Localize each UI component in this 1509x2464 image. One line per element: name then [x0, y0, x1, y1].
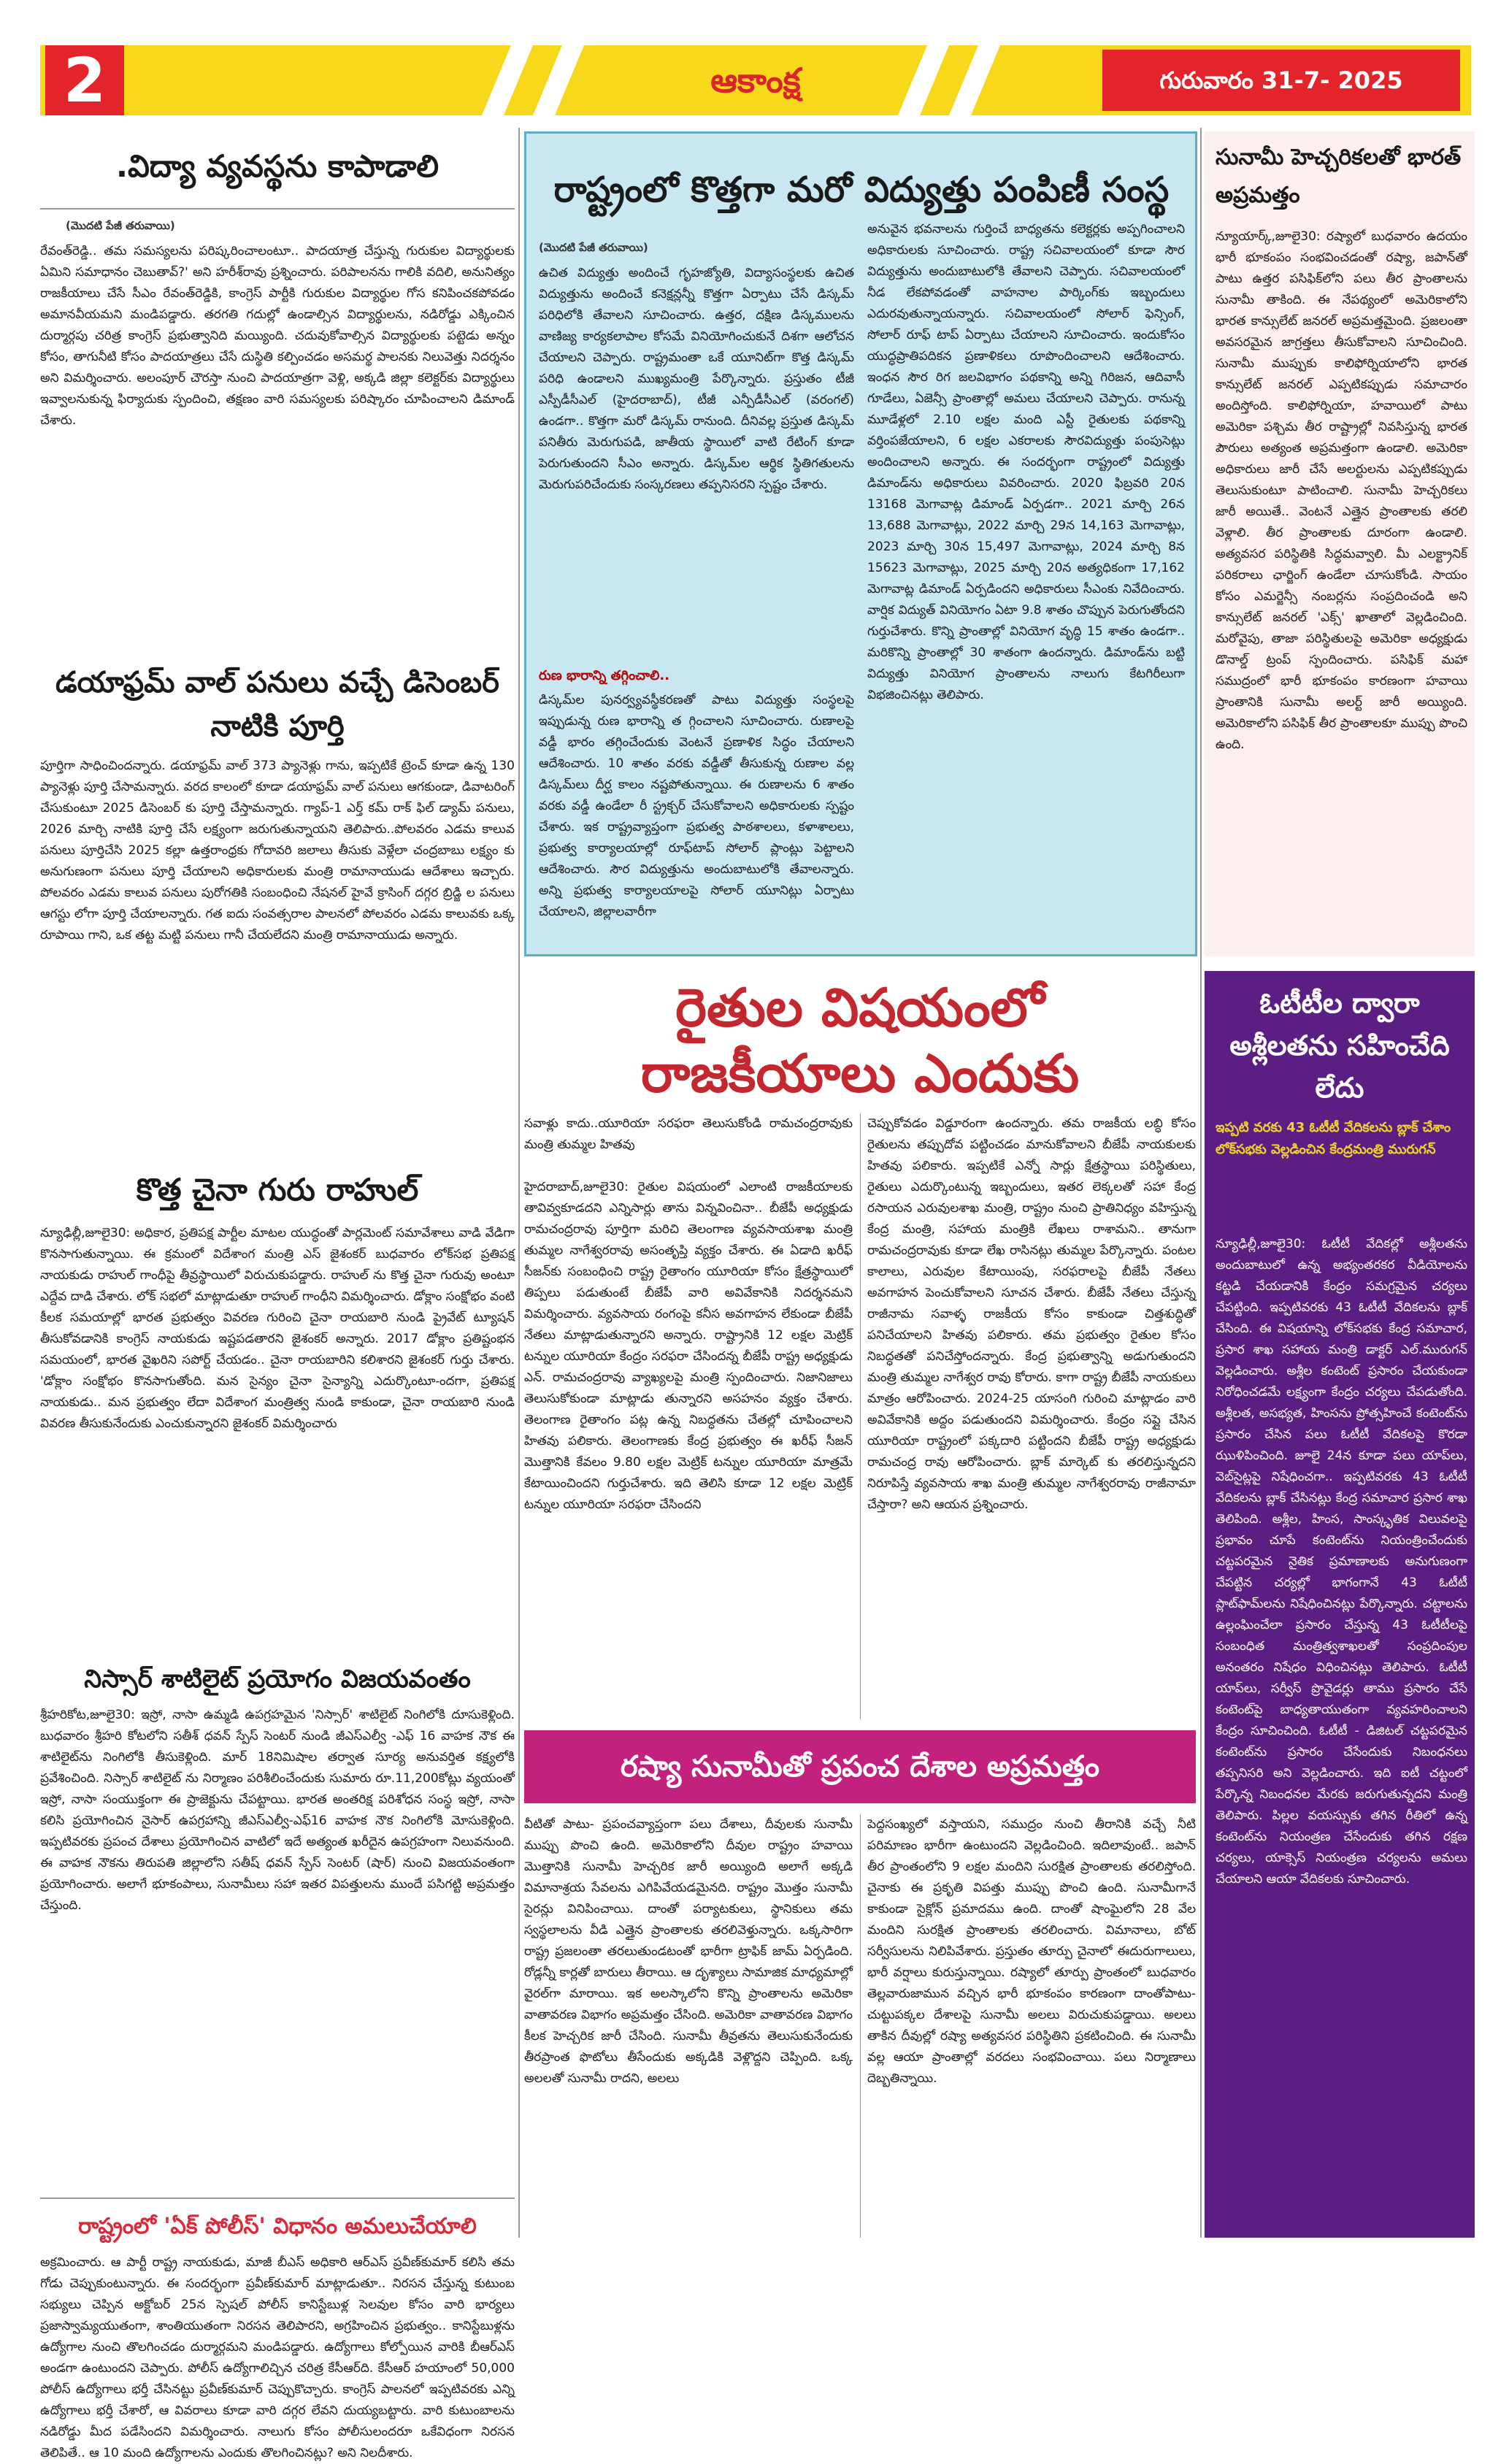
header-stripes-right: [898, 45, 1044, 115]
header-stripes: [482, 45, 628, 115]
headline-nisar-satellite: నిస్సార్ శాటిలైట్ ప్రయోగం విజయవంతం: [84, 1665, 471, 1694]
farmers-col2: చెప్పుకోవడం విడ్డూరంగా ఉందన్నారు. తమ రాజకీయ లబ్ధి కోసం రైతులను తప్పుదోవ పట్టించడం మానుకోవాలని బీజేపీ నాయకులకు హితవు పలికారు. ఇప్పటికే ఎన్నో సార్లు క్షేత్రస్థాయి పరిస్థితులు, రైతులు ఎదుర్కొంటున్న ఇబ్బందులు, ఇతర లెక్కలతో సహా కేంద్ర రసాయన ఎరువులశాఖ మంత్రి, రాష్ట్రం నుంచి ప్రాతినిధ్యం వహిస్తున్న కేంద్ర మంత్రి, సహాయ మంత్రికి లేఖలు రాశామని.. తానుగా రామచంద్రరావుకు కూడా లేఖ రాసినట్లు తుమ్మల పేర్కొన్నారు. పంటల కాలాలు, ఎరువుల కేటాయింపు, సరఫరాలపై బీజేపీ నేతలు అవగాహన పెంచుకోవాలని సూచన చేశారు. బీజేపీ నేతలు చేస్తున్న రాజీనామ సవాళ్ళ రాజకీయ కోసం కాకుండా చిత్తశుద్ధితో పనిచేయాలని హితవు పలికారు. తమ ప్రభుత్వం రైతుల కోసం నిబద్ధతతో పనిచేస్తోందన్నారు. కేంద్ర ప్రభుత్వాన్ని అడుగుతుందని మంత్రి తుమ్మల నాగేశ్వర రావు కోరారు. కాగా రాష్ట్ర బీజేపీ నాయకులు మాత్రం ఆరోపించారు. 2024-25 యాసంగి గురించి మాట్లాడం వారి అవివేకానికి అద్దం పడుతుందని విమర్శించారు. కేంద్రం సప్లై చేసిన యూరియా రాష్ట్రంలో పక్కదారి పట్టిందని బీజేపీ రాష్ట్ర అధ్యక్షుడు రామచంద్ర రావు ఆరోపించారు. బ్లాక్ మార్కెట్ కు తరలిస్తున్నదని నిరూపిస్తే వ్యవసాయ శాఖ మంత్రి తుమ్మల నాగేశ్వరరావు రాజీనామా చేస్తారా? అని ఆయన ప్రశ్నించారు.: [867, 1116, 1196, 1512]
article-education-body: రేవంత్‌రెడ్డి.. తమ సమస్యలను పరిష్కరించాలంటూ.. పాదయాత్ర చేస్తున్న గురుకుల విద్యార్థులకు ఏమిని సమాధానం చెబుతావ్?' అని హరీశ్‌రావు ప్రశ్నించారు. పరిపాలనను గాలికి వదిలి, అనునిత్యం రాజకీయాలు చేసే సీఎం రేవంత్‌రెడ్డికి, కాంగ్రెస్ పార్టీకి గురుకుల విద్యార్థుల గోస కనిపించకపోవడం అమానవీయమని మండిపడ్డారు. తరగతి గదుల్లో ఉండాల్సిన విద్యార్థులను, నడిరోడ్డు ఎక్కించిన దుర్మార్గపు చరిత్ర కాంగ్రెస్ ప్రభుత్వానిది మయ్యింది. చదువుకోవాల్సిన విద్యార్థులకు పట్టెడు అన్నం కోసం, తాగునీటి కోసం పాదయాత్రలు చేసే దుస్థితి కల్పించడం అసమర్థ పాలనకు నిలువెత్తు నిదర్శనం అని విమర్శించారు. అలంపూర్ చౌరస్తా నుంచి పాదయాత్రగా వెళ్లి, అక్కడి జిల్లా కలెక్టర్‌కు విద్యార్థులు ఇవ్వాలనుకున్న ఫిర్యాదుకు స్పందించి, తక్షణం వారి సమస్యలకు పరిష్కారం చూపించాలని డిమాండ్ చేశారు.: [40, 244, 515, 428]
russia-col1: వీటితో పాటు- ప్రపంచవ్యాప్తంగా పలు దేశాలు, దీవులకు సునామీ ముప్పు పొంచి ఉంది. అమెరికాలోని దీవుల రాష్ట్రం హవాయి మొత్తానికి సునామీ హెచ్చరిక జారీ అయ్యింది అలాగే అక్కడి విమానాశ్రయ సేవలను ఎగిపివేయడమైనది. రాష్ట్రం మొత్తం సునామీ సైరన్లు వినిపించాయి. దాంతో పర్యాటకులు, స్థానికులు తమ స్వస్థలాలను వీడి ఎత్తైన ప్రాంతాలకు తరలివెళ్తున్నారు. ఒక్కసారిగా రాష్ట్ర ప్రజలంతా తరలుతుండటంతో భారీగా ట్రాఫిక్ జామ్ ఏర్పడింది. రోడ్లన్నీ కార్లతో బారులు తీరాయి. ఆ దృశ్యాలు సామాజిక మాధ్యమాల్లో వైరల్‌గా మారాయి. ఇక అలస్కాలోని కొన్ని ప్రాంతాలను అమెరికా వాతావరణ విభాగం అప్రమత్తం చేసింది. అమెరికా వాతావరణ విభాగం కీలక హెచ్చరిక జారీ చేసింది. సునామీ తీవ్రతను తెలుసుకునేందుకు తీరప్రాంత ఫొటోలు తీసేందుకు అక్కడికి వెళ్లొద్దని చెప్పింది. ఒక్క అలలతో సునామీ రాదని, అలలు: [524, 1817, 853, 2086]
headline-china-guru: కొత్త చైనా గురు రాహుల్: [136, 1172, 419, 1208]
russia-col2: పెద్దసంఖ్యలో వస్తాయని, సముద్రం నుంచి తీరానికి వచ్చే నీటి పరిమాణం భారీగా ఉంటుందని వెల్లడించింది. ఇదిలావుంటే.. జపాన్ తీర ప్రాంతంలోని 9 లక్షల మందిని సురక్షిత ప్రాంతాలకు తరలిస్తోంది. చైనాకు ఈ ప్రకృతి విపత్తు ముప్పు పొంచి ఉంది. సునామీగానే కాకుండా సైక్లోన్ ప్రమాదము ఉంది. దాంతో షాంఘైలోని 28 వేల మందిని సురక్షిత ప్రాంతాలకు తరలించారు. విమానాలు, బోట్ సర్వీసులను నిలిపివేశారు. ప్రస్తుతం తూర్పు చైనాలో ఈదురుగాలులు, భారీ వర్షాలు కురుస్తున్నాయి. రష్యాలో తూర్పు ప్రాంతంలో బుధవారం తెల్లవారుజామున వచ్చిన భారీ భూకంపం కారణంగా దాంతోపాటు- చుట్టుపక్కల దేశాలపై సునామీ అలలు విరుచుకుపడ్డాయి. అలలు తాకిన దీవుల్లో రష్యా అత్యవసర పరిస్థితిని ప్రకటించింది. ఈ సునామీ వల్ల ఆయా ప్రాంతాల్లో వరదలు సంభవించాయి. పలు నిర్మాణాలు దెబ్బతిన్నాయి.: [867, 1817, 1196, 2086]
headline-power-discom: రాష్ట్రంలో కొత్తగా మరో విద్యుత్తు పంపిణీ సంస్థ: [553, 169, 1170, 210]
article-ek-police-body: అక్రమించారు. ఆ పార్టీ రాష్ట్ర నాయకుడు, మాజీ బీఎస్ అధికారి ఆర్ఎస్ ప్రవీణ్‌కుమార్ కలిసి తమ గోడు చెప్పుకుంటున్నారు. ఈ సందర్భంగా ప్రవీణ్‌కుమార్ మాట్లాడుతూ.. నిరసన చేస్తున్న కుటుంబ సభ్యులు చెప్పిన అక్టోబర్ 25న స్పెషల్ పోలీస్ కానిస్టేబుళ్ల సెలవుల కోసం వారి భార్యలు ప్రజాస్వామ్యయుతంగా, శాంతియుతంగా నిరసన తెలిపారని, అగ్రహించిన ప్రభుత్వం.. కానిస్టేబుళ్లను ఉద్యోగాల నుంచి తొలగించడం దుర్మార్గమని మండిపడ్డారు. ఉద్యోగాలు కోల్పోయిన వారికి బీఆర్ఎస్ అండగా ఉంటుందని చెప్పారు. పోలీస్ ఉద్యోగాలిచ్చిన చరిత్ర కేసీఆర్‌ది. కేసీఆర్ హయాంలో 50,000 పోలీస్ ఉద్యోగాలు భర్తీ చేసినట్టు ప్రవీణ్‌కుమార్ చెప్పుకొచ్చారు. కాంగ్రెస్ పాలనలో ఇప్పటివరకు ఎన్ని ఉద్యోగాలు భర్తీ చేశారో, ఆ వివరాలు కూడా వారి దగ్గర లేవని దుయ్యబట్టారు. వారి కుటుంబాలను నడిరోడ్డు మీద పడేసిందని విమర్శించారు. నాలుగు కోసం పోలీసులందరూ ఒకేవిధంగా నిరసన తెలిపితే.. ఆ 10 మంది ఉద్యోగాలను ఎందుకు తొలగించినట్లు? అని నిలదీశారు.: [40, 2255, 515, 2460]
headline-farmers: [524, 975, 1196, 1106]
column-rule: [860, 1814, 861, 2238]
headline-diaphragm-wall: డయాఫ్రమ్ వాల్ పనులు వచ్చే డిసెంబర్ నాటికి పూర్తి: [55, 666, 499, 743]
continued-tag: (మొదటి పేజీ తరువాయి): [66, 219, 175, 232]
column-rule: [1200, 128, 1202, 2238]
headline-ek-police: రాష్ట్రంలో 'ఏక్ పోలీస్' విధానం అమలుచేయాలి: [78, 2214, 477, 2239]
power-subhead: రుణ భారాన్ని తగ్గించాలి..: [539, 668, 670, 683]
column-rule: [860, 1113, 861, 1719]
headline-russia-tsunami: రష్యా సునామీతో ప్రపంచ దేశాల అప్రమత్తం: [620, 1750, 1100, 1784]
headline-farmers-line1: రైతుల విషయంలో: [675, 977, 1045, 1038]
power-col2: అనువైన భవనాలను గుర్తించే బాధ్యతను కలెక్టర్లకు అప్పగించాలని అధికారులకు సూచించారు. రాష్ట్ర సచివాలయంలో కూడా సౌర విద్యుత్తును అందుబాటులోకి తేవాలని చెప్పారు. సచివాలయంలో నీడ లేకపోవడంతో వాహనాల పార్కింగ్‌కు ఇబ్బందులు ఎదురవుతున్నాయన్నారు. సచివాలయంలో సోలార్ ఫెన్సింగ్, సోలార్ రూఫ్ టాప్ ఏర్పాటు చేయాలని సూచించారు. ఇందుకోసం యుద్ధప్రాతిపదికన ప్రణాళికలు రూపొందించాలని ఆదేశించారు. ఇంధన సౌర రిగ జలవిభాగం పథకాన్ని అన్ని గిరిజన, ఆదివాసీ గూడేలు, ఏజెన్సీ ప్రాంతాల్లో అమలు చేయాలని చెప్పారు. రానున్న మూడేళ్లలో 2.10 లక్షల మంది ఎస్టీ రైతులకు పథకాన్ని వర్తింపజేయాలని, 6 లక్షల ఎకరాలకు సౌరవిద్యుత్తు పంపుసెట్లు అందించాలని అన్నారు. ఈ సందర్భంగా రాష్ట్రంలో విద్యుత్తు డిమాండ్‌ను అధికారులు వివరించారు. 2020 ఫిబ్రవరి 20న 13168 మెగావాట్ల డిమాండ్ ఏర్పడగా.. 2021 మార్చి 26న 13,688 మెగావాట్లు, 2022 మార్చి 29న 14,163 మెగావాట్లు, 2023 మార్చి 30న 15,497 మెగావాట్లు, 2024 మార్చి 8న 15623 మెగావాట్లు, 2025 మార్చి 20న అత్యధికంగా 17,162 మెగావాట్ల డిమాండ్ ఏర్పడిందని అధికారులు సీఎంకు నివేదించారు. వార్షిక విద్యుత్ వినియోగం ఏటా 9.8 శాతం చొప్పున పెరుగుతోందని గుర్తుచేశారు. కొన్ని ప్రాంతాల్లో వినియోగ వృద్ధి 15 శాతం ఉండగా.. మరికొన్ని ప్రాంతాల్లో 30 శాతంగా ఉందన్నారు. డిమాండ్‌ను బట్టి విద్యుత్తు వినియోగ ప్రాంతాలను నాలుగు కేటగిరీలుగా విభజించినట్లు తెలిపారు.: [867, 222, 1185, 702]
ott-subhead: ఇప్పటి వరకు 43 ఓటీటీ వేదికలను బ్లాక్ చేశాం లోక్‌సభకు వెల్లడించిన కేంద్రమంత్రి మురుగన్: [1216, 1120, 1451, 1157]
page-number: 2: [45, 45, 124, 115]
article-china-guru-body: న్యూఢిల్లీ,జూలై30: అధికార, ప్రతిపక్ష పార్టీల మాటల యుద్ధంతో పార్లమెంట్ సమావేశాలు వాడి వేడిగా కొనసాగుతున్నాయి. ఈ క్రమంలో విదేశాంగ మంత్రి ఎస్ జైశంకర్ బుధవారం లోక్‌సభ ప్రతిపక్ష నాయకుడు రాహుల్ గాంధీపై తీవ్రస్థాయిలో విరుచుకుపడ్డారు. రాహుల్ ను కొత్త చైనా గురువు అంటూ ఎద్దేవ దాడి చేశారు. లోక్ సభలో మాట్లాడుతూ రాహుల్ గాంధీని విమర్శించారు. డోక్లాం సంక్షోభం వంటి కీలక సమయాల్లో భారత ప్రభుత్వం వివరణ గురించి చైనా రాయబారి నుండి ప్రైవేట్ ట్యూషన్ తీసుకోవడానికి కాంగ్రెస్ నాయకుడు ఇష్టపడతారని జైశంకర్ అన్నారు. 2017 డోక్లాం ప్రతిష్టంభన సమయంలో, భారత వైఖరిని సపోర్ట్ చేయడం.. చైనా రాయబారిని కలిశారని జైశంకర్ గుర్తు చేశారు. 'డోక్లాం సంక్షోభం కొనసాగుతోంది. మన సైన్యం చైనా సైన్యాన్ని ఎదుర్కొంటూ-ందగా, ప్రతిపక్ష నాయకుడు.. మన ప్రభుత్వం లేదా విదేశాంగ మంత్రిత్వ నుండి కాకుండా, చైనా రాయబారి నుండి వివరణ తీసుకునేందుకు ఎంచుకున్నారని జైశంకర్ విమర్శించారు: [40, 1226, 515, 1431]
issue-date: గురువారం 31-7- 2025: [1102, 50, 1460, 111]
farmers-col1: సవాళ్లు కాదు..యూరియా సరఫరా తెలుసుకోండి రామచంద్రరావుకు మంత్రి తుమ్మల హితవు హైదరాబాద్,జూలై30: రైతుల విషయంలో ఎలాంటి రాజకీయాలకు తావివ్వకూడదని ఎన్నిసార్లు తాను విన్నవించినా.. బీజేపీ అధ్యక్షుడు రామచంద్రరావు పూర్తిగా మరిచి తెలంగాణ వ్యవసాయశాఖ మంత్రి తుమ్మల నాగేశ్వరరావు అసంతృప్తి వ్యక్తం చేశారు. ఈ ఏడాది ఖరీఫ్ సీజన్‌కు సంబంధించి రాష్ట్ర రైతాంగం యూరియా కోసం క్షేత్రస్థాయిలో తిప్పలు పడుతుంటే బీజేపీ వారి అవివేకానికి నిదర్శనమని విమర్శించారు. వ్యవసాయ రంగంపై కనీస అవగాహన లేకుండా బీజేపీ నేతలు మాట్లాడుతున్నారని అన్నారు. రాష్ట్రానికి 12 లక్షల మెట్రిక్ టన్నుల యూరియా కేంద్రం సరఫరా చేసిందన్న బీజేపీ రాష్ట్ర అధ్యక్షుడు ఎన్. రామచంద్రరావు వ్యాఖ్యలపై మంత్రి స్పందించారు. నిజానిజాలు తెలుసుకోకుండా మాట్లాడు తున్నారని అసహనం వ్యక్తం చేశారు. తెలంగాణ రైతాంగం పట్ల ఉన్న నిబద్ధతను చేతల్లో చూపించాలని హితవు పలికారు. తెలంగాణకు కేంద్ర ప్రభుత్వం ఈ ఖరీఫ్ సీజన్ మొత్తానికి కేవలం 9.80 లక్షల మెట్రిక్ టన్నుల యూరియా మాత్రమే కేటాయించిందని గుర్తుచేశారు. ఇది తెలిసి కూడా 12 లక్షల మెట్రిక్ టన్నుల యూరియా సరఫరా చేసిందని: [524, 1116, 853, 1512]
tsunami-india-body: న్యూయార్క్,జూలై30: రష్యాలో బుధవారం ఉదయం భారీ భూకంపం సంభవించడంతో రష్యా, జపాన్‌తో పాటు ఉత్తర పసిఫిక్‌లోని పలు తీర ప్రాంతాలను సునామీ తాకింది. ఈ నేపథ్యంలో అమెరికాలోని భారత కాన్సులేట్ జనరల్ అప్రమత్తమైంది. ప్రజలంతా అవసరమైన జాగ్రత్తలు తీసుకోవాలని సూచించింది. సునామీ ముప్పుకు కాలిఫోర్నియాలోని భారత కాన్సులేట్ జనరల్ ఎప్పటికప్పుడు సమాచారం అందిస్తోంది. కాలిఫోర్నియా, హవాయిలో పాటు అమెరికా పశ్చిమ తీర రాష్ట్రాల్లో నివసిస్తున్న భారత పౌరులు అత్యంత అప్రమత్తంగా ఉండాలి. అమెరికా అధికారులు జారీ చేసే అలర్టులను ఎప్పటికప్పుడు తెలుసుకుంటూ పాటించాలి. సునామీ హెచ్చరికలు జారీ అయితే.. వెంటనే ఎత్తైన ప్రాంతాలకు తరలి వెళ్లాలి. తీర ప్రాంతాలకు దూరంగా ఉండాలి. అత్యవసర పరిస్థితికి సిద్ధమవ్వాలి. మీ ఎలక్ట్రానిక్ పరికరాలు ఛార్జింగ్ ఉండేలా చూసుకోండి. సాయం కోసం ఎమర్జెన్సీ నంబర్లను సంప్రదించండి అని కాన్సులేట్ జనరల్ 'ఎక్స్' ఖాతాలో వెల్లడించింది. మరోవైపు, తాజా పరిస్థితులపై అమెరికా అధ్యక్షుడు డొనాల్డ్ ట్రంప్ స్పందించారు. పసిఫిక్ మహా సముద్రంలో భారీ భూకంపం కారణంగా హవాయి ప్రాంతానికి సునామీ అలర్ట్ జారీ అయ్యింది. అమెరికాలోని పసిఫిక్ తీర ప్రాంతాలకూ ముప్పు పొంచి ఉంది.: [1216, 229, 1467, 752]
continued-tag: (మొదటి పేజీ తరువాయి): [539, 241, 648, 254]
divider: [40, 208, 515, 210]
headline-tsunami-india: సునామీ హెచ్చరికలతో భారత్ అప్రమత్తం: [1216, 145, 1462, 208]
power-col1b: డిస్కమ్‌ల పునర్వ్యవస్థీకరణతో పాటు విద్యుత్తు సంస్థలపై ఇప్పుడున్న రుణ భారాన్ని త గ్గించాలని సూచించారు. రుణాలపై వడ్డీ భారం తగ్గించేందుకు వెంటనే ప్రణాళిక సిద్ధం చేయాలని ఆదేశించారు. 10 శాతం వరకు వడ్డీతో తీసుకున్న రుణాల వల్ల డిస్కమ్‌లు దీర్ఘ కాలం నష్టపోతున్నాయి. ఈ రుణాలను 6 శాతం వరకు వడ్డీ ఉండేలా రీ స్ట్రక్చర్ చేసుకోవాలని అధికారులకు స్పష్టం చేశారు. ఇక రాష్ట్రవ్యాప్తంగా ప్రభుత్వ పాఠశాలలు, కళాశాలలు, ప్రభుత్వ కార్యాలయాల్లో రూఫ్‌టాప్ సోలార్ ప్లాంట్లు పెట్టాలని ఆదేశించారు. సౌర విద్యుత్తును అందుబాటులోకి తేవాలన్నారు. అన్ని ప్రభుత్వ కార్యాలయాలపై సోలార్ యూనిట్లు ఏర్పాటు చేయాలని, జిల్లాలవారీగా: [539, 693, 854, 919]
headline-farmers-line2: రాజకీయాలు ఎందుకు: [640, 1043, 1080, 1104]
column-rule: [518, 128, 520, 2238]
headline-ott: ఓటీటీల ద్వారా అశ్లీలతను సహించేది లేదు: [1229, 987, 1450, 1104]
headline-education: .విద్యా వ్యవస్థను కాపాడాలి: [115, 148, 439, 184]
masthead: ఆకాంక్ష: [710, 61, 801, 100]
power-col1: ఉచిత విద్యుత్తు అందించే గృహజ్యోతి, విద్యాసంస్థలకు ఉచిత విద్యుత్తును అందించే కనెక్షన్లన్నీ కొత్తగా ఏర్పాటు చేసే డిస్కమ్ పరిధిలోకి తేవాలని సూచించారు. ఉత్తర, దక్షిణ డిస్కములను వాణిజ్య కార్యకలాపాల కోసమే వినియోగించుకునే దిశగా ఆలోచన చేయాలని చెప్పారు. రాష్ట్రమంతా ఒకే యూనిట్‌గా కొత్త డిస్కమ్ పరిధి ఉండాలని ముఖ్యమంత్రి పేర్కొన్నారు. ప్రస్తుతం టీజీ ఎస్పీడీసీఎల్ (హైదరాబాద్), టీజీ ఎన్పీడీసీఎల్ (వరంగల్) ఉండగా.. కొత్తగా మరో డిస్కమ్ రానుంది. దీనివల్ల ప్రస్తుత డిస్కమ్ పనితీరు మెరుగుపడి, జాతీయ స్థాయిలో వాటి రేటింగ్ కూడా పెరుగుతుందని సీఎం అన్నారు. డిస్కమ్‌ల ఆర్థిక స్థితిగతులను మెరుగుపరిచేందుకు సంస్కరణలు తప్పనిసరని స్పష్టం చేశారు.: [539, 266, 854, 492]
divider: [40, 2198, 515, 2199]
article-diaphragm-wall-body: పూర్తిగా సాధించిందన్నారు. డయాఫ్రమ్ వాల్ 373 ప్యానెళ్లు గాను, ఇప్పటికే ట్రెంచ్ కూడా ఉన్న 130 ప్యానెళ్లు పూర్తి చేసామన్నారు. వరద కాలంలో కూడా డయాఫ్రమ్ వాల్ పనులు ఆగకుండా, డివాటరింగ్ చేసుకుంటూ 2025 డిసెంబర్ కు పూర్తి చేస్తామన్నారు. గ్యాప్-1 ఎర్త్ కమ్ రాక్ ఫిల్ డ్యామ్ పనులు, 2026 మార్చి నాటికి పూర్తి చేసే లక్ష్యంగా జరుగుతున్నాయని తెలిపారు..పోలవరం ఎడమ కాలువ పనులు పూర్తిచేసి 2025 కల్లా ఉత్తరాంధ్రకు గోదావరి జలాలు తీసుకు వెళ్లేలా చంద్రబాబు లక్ష్యం కు అనుగుణంగా పనులు పూర్తి చేయాలని అధికారులకు మంత్రి రామానాయుడు ఆదేశాలు ఇచ్చారు. పోలవరం ఎడమ కాలువ పనులు పురోగతికి సంబంధించి నేషనల్ హైవే క్రాసింగ్ దగ్గర బ్రిడ్జి ల పనులు ఆగస్టు లోగా పూర్తి చేయాలన్నారు. గత ఐదు సంవత్సరాల పాలనలో పోలవరం ఎడమ కాలువకు ఒక్క రూపాయి గాని, ఒక తట్ట మట్టి పనులు గానీ చేయలేదని మంత్రి రామానాయుడు అన్నారు.: [40, 759, 515, 943]
article-nisar-body: శ్రీహరికోట,జూలై30: ఇస్రో, నాసా ఉమ్మడి ఉపగ్రహమైన 'నిస్సార్' శాటిలైట్ నింగిలోకి దూసుకెళ్లింది. బుధవారం శ్రీహరి కోటలోని సతీశ్ ధవన్ స్పేస్ సెంటర్ నుండి జీఎస్ఎల్వీ -ఎఫ్ 16 వాహక నౌక ఈ శాటిలైట్‌ను నింగిలోకి తీసుకెళ్లింది. మార్ 18నిమిషాల తర్వాత సూర్య అనువర్తిత కక్ష్యలోకి ప్రవేశించింది. నిస్సార్ శాటిలైట్ ను నిర్మాణం పరిశీలించేందుకు సుమారు రూ.11,200కోట్లు వ్యయంతో ఇస్రో, నాసా సంయుక్తంగా ఈ ప్రాజెక్టును చేపట్టాయి. భారత అంతరిక్ష పరిశోధన సంస్థ ఇస్రో, నాసా కలిసి ప్రయోగించిన నైసార్ ఉపగ్రహాన్ని జీఎస్ఎల్వీ-ఎఫ్16 వాహక నౌక నింగిలోకి మోసుకెళ్లింది. ఇప్పటివరకు ప్రపంచ దేశాలు ప్రయోగించిన వాటిలో ఇదే అత్యంత ఖరీదైన ఉపగ్రహంగా నిలువనుంది. ఈ వాహక నౌకను తిరుపతి జిల్లాలోని సతీష్ ధవన్ స్పేస్ సెంటర్ (షార్) నుంచి విజయవంతంగా ప్రయోగించారు. అలాగే భూకంపాలు, సునామీలు సహా ఇతర విపత్తులను ముందే పసిగట్టి అప్రమత్తం చేస్తుంది.: [40, 1708, 515, 1913]
ott-body: న్యూఢిల్లీ,జూలై30: ఓటీటీ వేదికల్లో అశ్లీలతను అందుబాటులో ఉన్న అభ్యంతరకర వీడియోలను కట్టడి చేయడానికి కేంద్రం సమగ్రమైన చర్యలు చేపట్టింది. ఇప్పటివరకు 43 ఓటీటీ వేదికలను బ్లాక్ చేసింది. ఈ విషయాన్ని లోక్‌సభకు కేంద్ర సమాచార, ప్రసార శాఖ సహాయ మంత్రి డాక్టర్ ఎల్.మురుగన్ వెల్లడించారు. అశ్లీల కంటెంట్ ప్రసారం చేయకుండా నిరోధించడమే లక్ష్యంగా కేంద్రం చర్యలు చేపడుతోంది. అశ్లీలత, అసభ్యత, హింసను ప్రోత్సహించే కంటెంట్‌ను ప్రసారం చేసిన పలు ఓటీటీ వేదికలపై కొరడా ఝుళిపించింది. జూలై 24న కూడా పలు యాప్‌లు, వెబ్‌సైట్లపై నిషేధించగా.. ఇప్పటివరకు 43 ఓటీటీ వేదికలను బ్లాక్ చేసినట్లు కేంద్ర సమాచార ప్రసార శాఖ తెలిపింది. అశ్లీల, హింస, సాంస్కృతిక విలువలపై ప్రభావం చూపే కంటెంట్‌ను నియంత్రించేందుకు చట్టపరమైన నైతిక ప్రమాణాలకు అనుగుణంగా చేపట్టిన చర్యల్లో భాగంగానే 43 ఓటీటీ ప్లాట్‌ఫామ్‌లను నిషేధించినట్లు పేర్కొన్నారు. చట్టాలను ఉల్లంఘించేలా ప్రసారం చేస్తున్న 43 ఓటీటీలపై సంబంధిత మంత్రిత్వశాఖలతో సంప్రదింపుల అనంతరం నిషేధం విధించినట్లు తెలిపారు. ఓటీటీ యాప్‌లు, సర్వీస్ ప్రొవైడర్లు తాము ప్రసారం చేసే కంటెంట్‌పై బాధ్యతాయుతంగా వ్యవహరించాలని కేంద్రం సూచించింది. ఓటీటీ - డిజిటల్ చట్టపరమైన కంటెంట్‌ను ప్రసారం చేసేందుకు నిబంధనలు తప్పనిసరి అని వెల్లడించారు. ఇది ఐటీ చట్టంలో పేర్కొన్న నిబంధనల మేరకు జరుగుతున్నదని మంత్రి తెలిపారు. పిల్లల వయస్సుకు తగిన రీతిలో ఉన్న కంటెంట్‌ను నియంత్రణ చేసేందుకు తగిన రక్షణ చర్యలు, యాక్సెస్ నియంత్రణ చర్యలను అమలు చేయాలని ఆయా వేదికలకు సూచించారు.: [1216, 1237, 1467, 1887]
